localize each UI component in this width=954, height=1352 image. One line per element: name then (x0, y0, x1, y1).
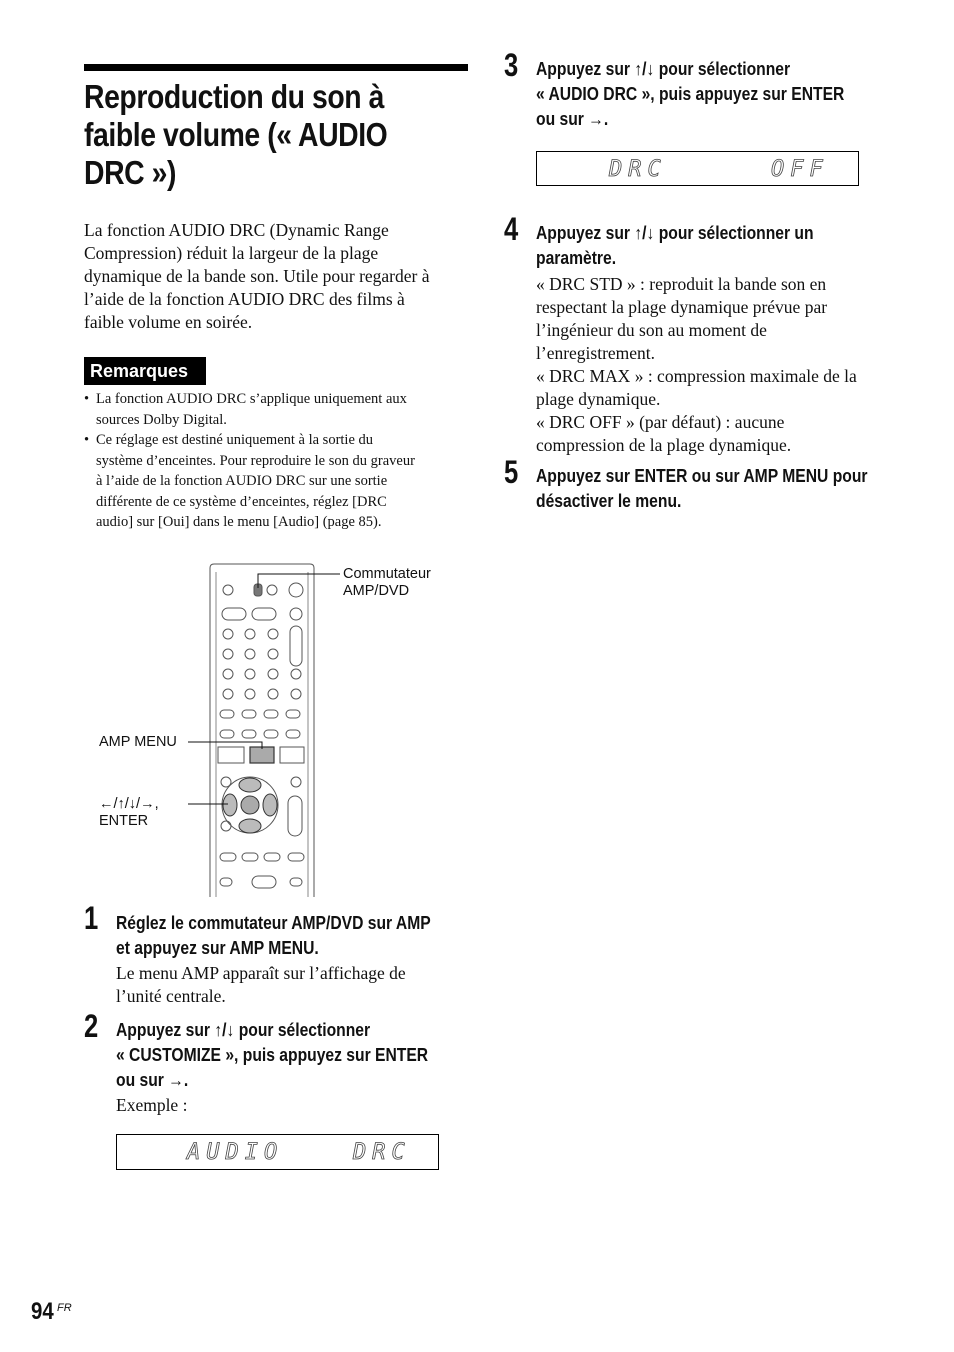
step-heading (536, 464, 919, 514)
step-heading-line: « AUDIO DRC », puis appuyez sur ENTER (536, 84, 845, 104)
step-body-line: respectant la plage dynamique prévue par (536, 297, 828, 317)
step-heading-line: « CUSTOMIZE », puis appuyez sur ENTER (116, 1045, 429, 1065)
step-heading-line: Réglez le commutateur AMP/DVD sur AMP (116, 913, 431, 933)
step-heading-line: désactiver le menu. (536, 491, 682, 511)
step-heading-line: ou sur →. (536, 109, 609, 129)
callout-amp-menu: AMP MENU (99, 734, 177, 750)
step-body-line: Exemple : (116, 1095, 188, 1115)
lcd-display (536, 151, 859, 186)
step-body-line: l’unité centrale. (116, 986, 226, 1006)
step-body (536, 273, 857, 457)
lcd-text-left: AUDIO (187, 1140, 284, 1165)
step-number: 3 (504, 47, 519, 83)
step-heading-line: Appuyez sur ↑/↓ pour sélectionner (536, 59, 791, 79)
page-number: 94 (31, 1298, 54, 1325)
note-line: Ce réglage est destiné uniquement à la sortie du (96, 432, 374, 448)
step-heading-line: ou sur →. (116, 1070, 189, 1090)
page-language-suffix: FR (57, 1302, 72, 1314)
intro-line: faible volume en soirée. (84, 312, 253, 332)
remarques-label: Remarques (84, 357, 206, 385)
step-heading-line: Appuyez sur ↑/↓ pour sélectionner (116, 1020, 371, 1040)
lcd-display (116, 1134, 439, 1170)
step-body-line: l’ingénieur du son au moment de (536, 320, 767, 340)
callout-line: AMP/DVD (343, 583, 410, 599)
step-heading-line: Appuyez sur ENTER ou sur AMP MENU pour (536, 466, 868, 486)
note-line: audio] sur [Oui] dans le menu [Audio] (page 85). (96, 514, 382, 530)
note-line: différente de ce système d’enceintes, réglez [DRC (96, 493, 387, 510)
callout-line: Commutateur (343, 566, 431, 582)
lcd-text-right: OFF (771, 157, 829, 182)
callout-line: ←/↑/↓/→, (99, 796, 159, 812)
note-line: à l’aide de la fonction AUDIO DRC sur une sortie (96, 473, 388, 489)
step-body-line: Le menu AMP apparaît sur l’affichage de (116, 963, 406, 983)
lcd-text-right: DRC (353, 1140, 411, 1165)
page-title (84, 78, 471, 192)
callout-line: ENTER (99, 813, 149, 829)
step-heading (536, 57, 919, 132)
title-line: faible volume (« AUDIO (84, 116, 388, 153)
step-number: 2 (84, 1008, 99, 1044)
title-line: Reproduction du son à (84, 78, 384, 115)
intro-line: dynamique de la bande son. Utile pour regarder à (84, 266, 430, 286)
step-body-line: « DRC MAX » : compression maximale de la (536, 366, 857, 386)
step-heading (536, 221, 919, 271)
step-body-line: « DRC STD » : reproduit la bande son en (536, 274, 827, 294)
intro-line: Compression) réduit la largeur de la plage (84, 243, 379, 263)
step-heading (116, 1018, 499, 1093)
step-number: 1 (84, 900, 99, 936)
intro-line: La fonction AUDIO DRC (Dynamic Range (84, 220, 389, 240)
bullet: • (84, 391, 90, 407)
step-body (116, 962, 406, 1008)
callout-arrows (99, 796, 159, 830)
title-rule (84, 64, 468, 71)
step-body-line: « DRC OFF » (par défaut) : aucune (536, 412, 785, 432)
lcd-text-left: DRC (609, 157, 667, 182)
step-heading-line: et appuyez sur AMP MENU. (116, 938, 319, 958)
step-body-line: plage dynamique. (536, 389, 661, 409)
bullet: • (84, 432, 90, 448)
note-line: La fonction AUDIO DRC s’applique uniquement aux (96, 391, 407, 407)
step-heading (116, 911, 499, 961)
callout-lines (180, 560, 350, 820)
step-body-line: compression de la plage dynamique. (536, 435, 792, 455)
title-line: DRC ») (84, 154, 177, 191)
step-number: 5 (504, 454, 519, 490)
intro-paragraph (84, 219, 470, 334)
note-line: système d’enceintes. Pour reproduire le son du graveur (96, 452, 415, 469)
remarques-notes (84, 389, 474, 533)
step-heading-line: Appuyez sur ↑/↓ pour sélectionner un (536, 223, 814, 243)
note-line: sources Dolby Digital. (96, 411, 227, 428)
step-body-line: l’enregistrement. (536, 343, 656, 363)
step-number: 4 (504, 211, 519, 247)
note-item (84, 430, 474, 533)
step-body (116, 1094, 187, 1117)
note-item (84, 389, 474, 430)
step-heading-line: paramètre. (536, 248, 617, 268)
intro-line: l’aide de la fonction AUDIO DRC des films à (84, 289, 405, 309)
callout-switch (343, 566, 431, 600)
